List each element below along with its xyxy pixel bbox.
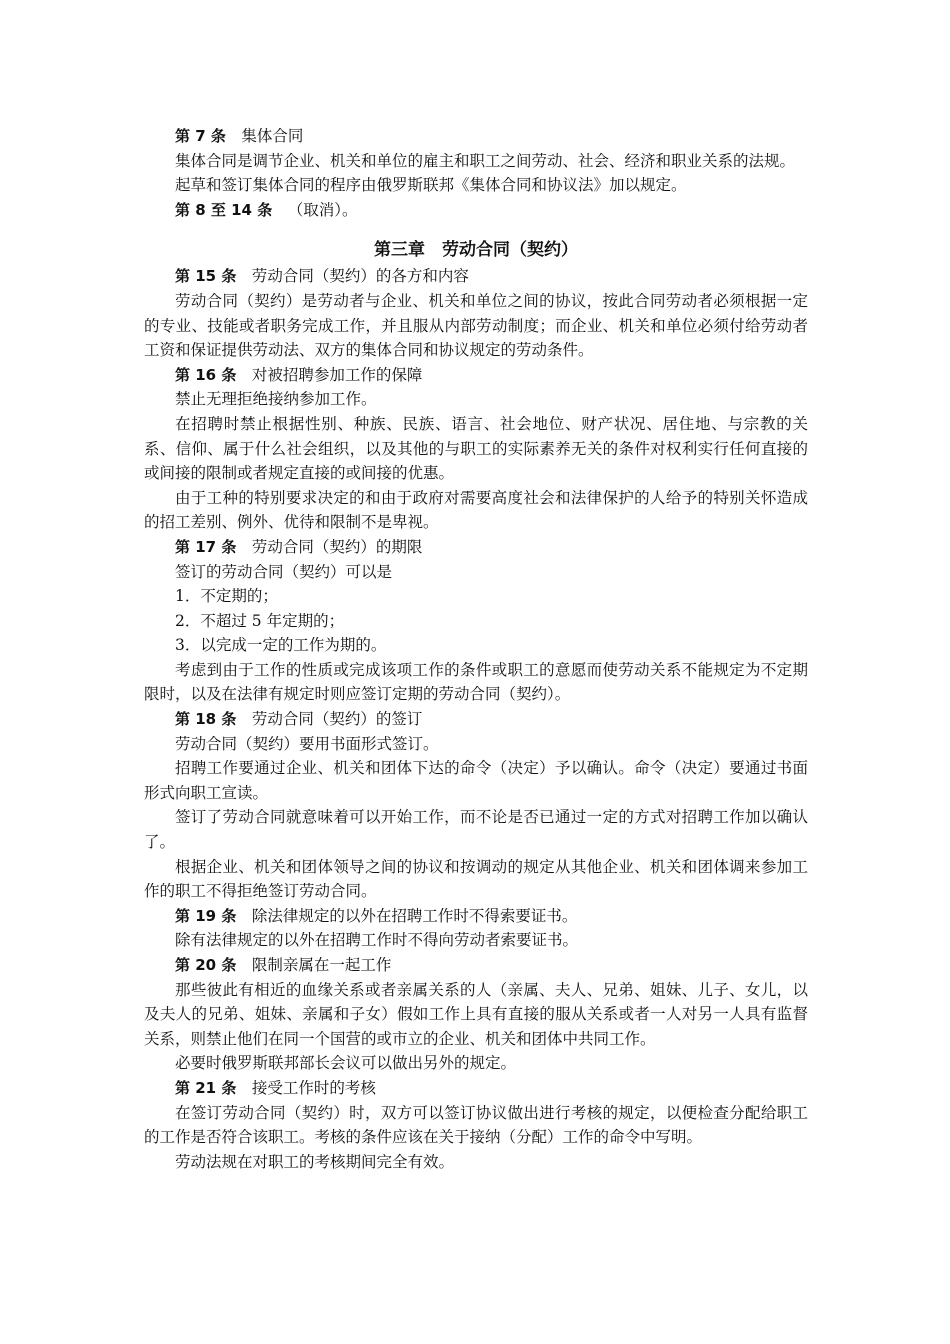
paragraph: 根据企业、机关和团体领导之间的协议和按调动的规定从其他企业、机关和团体调来参加工作的职工不得拒绝签订劳动合同。	[144, 857, 808, 901]
paragraph: 签订了劳动合同就意味着可以开始工作，而不论是否已通过一定的方式对招聘工作加以确认了。	[144, 808, 808, 852]
article-heading	[144, 904, 808, 929]
article-heading	[144, 198, 808, 223]
paragraph: 1．不定期的；	[175, 587, 278, 606]
article-title: 劳动合同（契约）的各方和内容	[251, 267, 469, 286]
paragraph: 起草和签订集体合同的程序由俄罗斯联邦《集体合同和协议法》加以规定。	[175, 176, 687, 195]
chapter-number: 第三章	[374, 240, 425, 261]
article-number: 第 21 条	[175, 1078, 237, 1097]
chapter-heading	[144, 236, 808, 264]
article-title: 接受工作时的考核	[251, 1078, 376, 1097]
paragraph: 在签订劳动合同（契约）时，双方可以签订协议做出进行考核的规定，以便检查分配给职工的工作是否符合该职工。考核的条件应该在关于接纳（分配）工作的命令中写明。	[144, 1103, 808, 1147]
chapter-title: 劳动合同（契约）	[442, 240, 578, 261]
article-number: 第 19 条	[175, 906, 237, 925]
paragraph: 考虑到由于工作的性质或完成该项工作的条件或职工的意愿而使劳动关系不能规定为不定期限时，以及在法律有规定时则应签订定期的劳动合同（契约）。	[144, 660, 808, 704]
article-title: 除法律规定的以外在招聘工作时不得索要证书。	[251, 906, 578, 925]
article-number: 第 15 条	[175, 267, 237, 286]
paragraph: 集体合同是调节企业、机关和单位的雇主和职工之间劳动、社会、经济和职业关系的法规。	[175, 151, 796, 170]
article-number: 第 18 条	[175, 710, 237, 729]
paragraph: 2．不超过 5 年定期的；	[175, 611, 345, 630]
article-heading	[144, 363, 808, 388]
article-title: 对被招聘参加工作的保障	[251, 365, 423, 384]
paragraph: 劳动法规在对职工的考核期间完全有效。	[175, 1152, 455, 1171]
paragraph: 除有法律规定的以外在招聘工作时不得向劳动者索要证书。	[175, 931, 579, 950]
paragraph: 禁止无理拒绝接纳参加工作。	[175, 390, 377, 409]
paragraph: 劳动合同（契约）是劳动者与企业、机关和单位之间的协议，按此合同劳动者必须根据一定的专业、技能或者职务完成工作，并且服从内部劳动制度；而企业、机关和单位必须付给劳动者工资和保证提供劳动法、双方的集体合同和协议规定的劳动条件。	[144, 291, 808, 360]
paragraph: 由于工种的特别要求决定的和由于政府对需要高度社会和法律保护的人给予的特别关怀造成的招工差别、例外、优待和限制不是卑视。	[144, 488, 808, 532]
paragraph: 劳动合同（契约）要用书面形式签订。	[175, 734, 439, 753]
article-title: 劳动合同（契约）的签订	[251, 710, 423, 729]
paragraph: 签订的劳动合同（契约）可以是	[175, 562, 393, 581]
article-number: 第 7 条	[175, 127, 226, 145]
paragraph: 那些彼此有相近的血缘关系或者亲属关系的人（亲属、夫人、兄弟、姐妹、儿子、女儿，以及夫人的兄弟、姐妹、亲属和子女）假如工作上具有直接的服从关系或者一人对另一人具有监督关系，则禁止他们在同一个国营的或市立的企业、机关和团体中共同工作。	[144, 980, 808, 1048]
document-body	[144, 124, 808, 1174]
article-number: 第 20 条	[175, 956, 237, 974]
paragraph: 招聘工作要通过企业、机关和团体下达的命令（决定）予以确认。命令（决定）要通过书面形式向职工宣读。	[144, 759, 808, 802]
article-heading	[144, 1076, 808, 1101]
article-number: 第 17 条	[175, 537, 237, 556]
article-number: 第 16 条	[175, 365, 237, 384]
article-title: （取消）。	[287, 200, 358, 219]
article-heading	[144, 264, 808, 289]
article-title: 劳动合同（契约）的期限	[251, 537, 423, 556]
article-heading	[144, 124, 808, 149]
article-heading	[144, 953, 808, 978]
article-title: 集体合同	[241, 127, 304, 145]
article-heading	[144, 707, 808, 732]
paragraph: 3．以完成一定的工作为期的。	[175, 636, 387, 655]
article-heading	[144, 535, 808, 560]
paragraph: 在招聘时禁止根据性别、种族、民族、语言、社会地位、财产状况、居住地、与宗教的关系、信仰、属于什么社会组织，以及其他的与职工的实际素养无关的条件对权利实行任何直接的或间接的限制或者规定直接的或间接的优惠。	[144, 414, 808, 483]
article-title: 限制亲属在一起工作	[251, 956, 392, 974]
article-number: 第 8 至 14 条	[175, 200, 273, 219]
paragraph: 必要时俄罗斯联邦部长会议可以做出另外的规定。	[175, 1054, 517, 1073]
